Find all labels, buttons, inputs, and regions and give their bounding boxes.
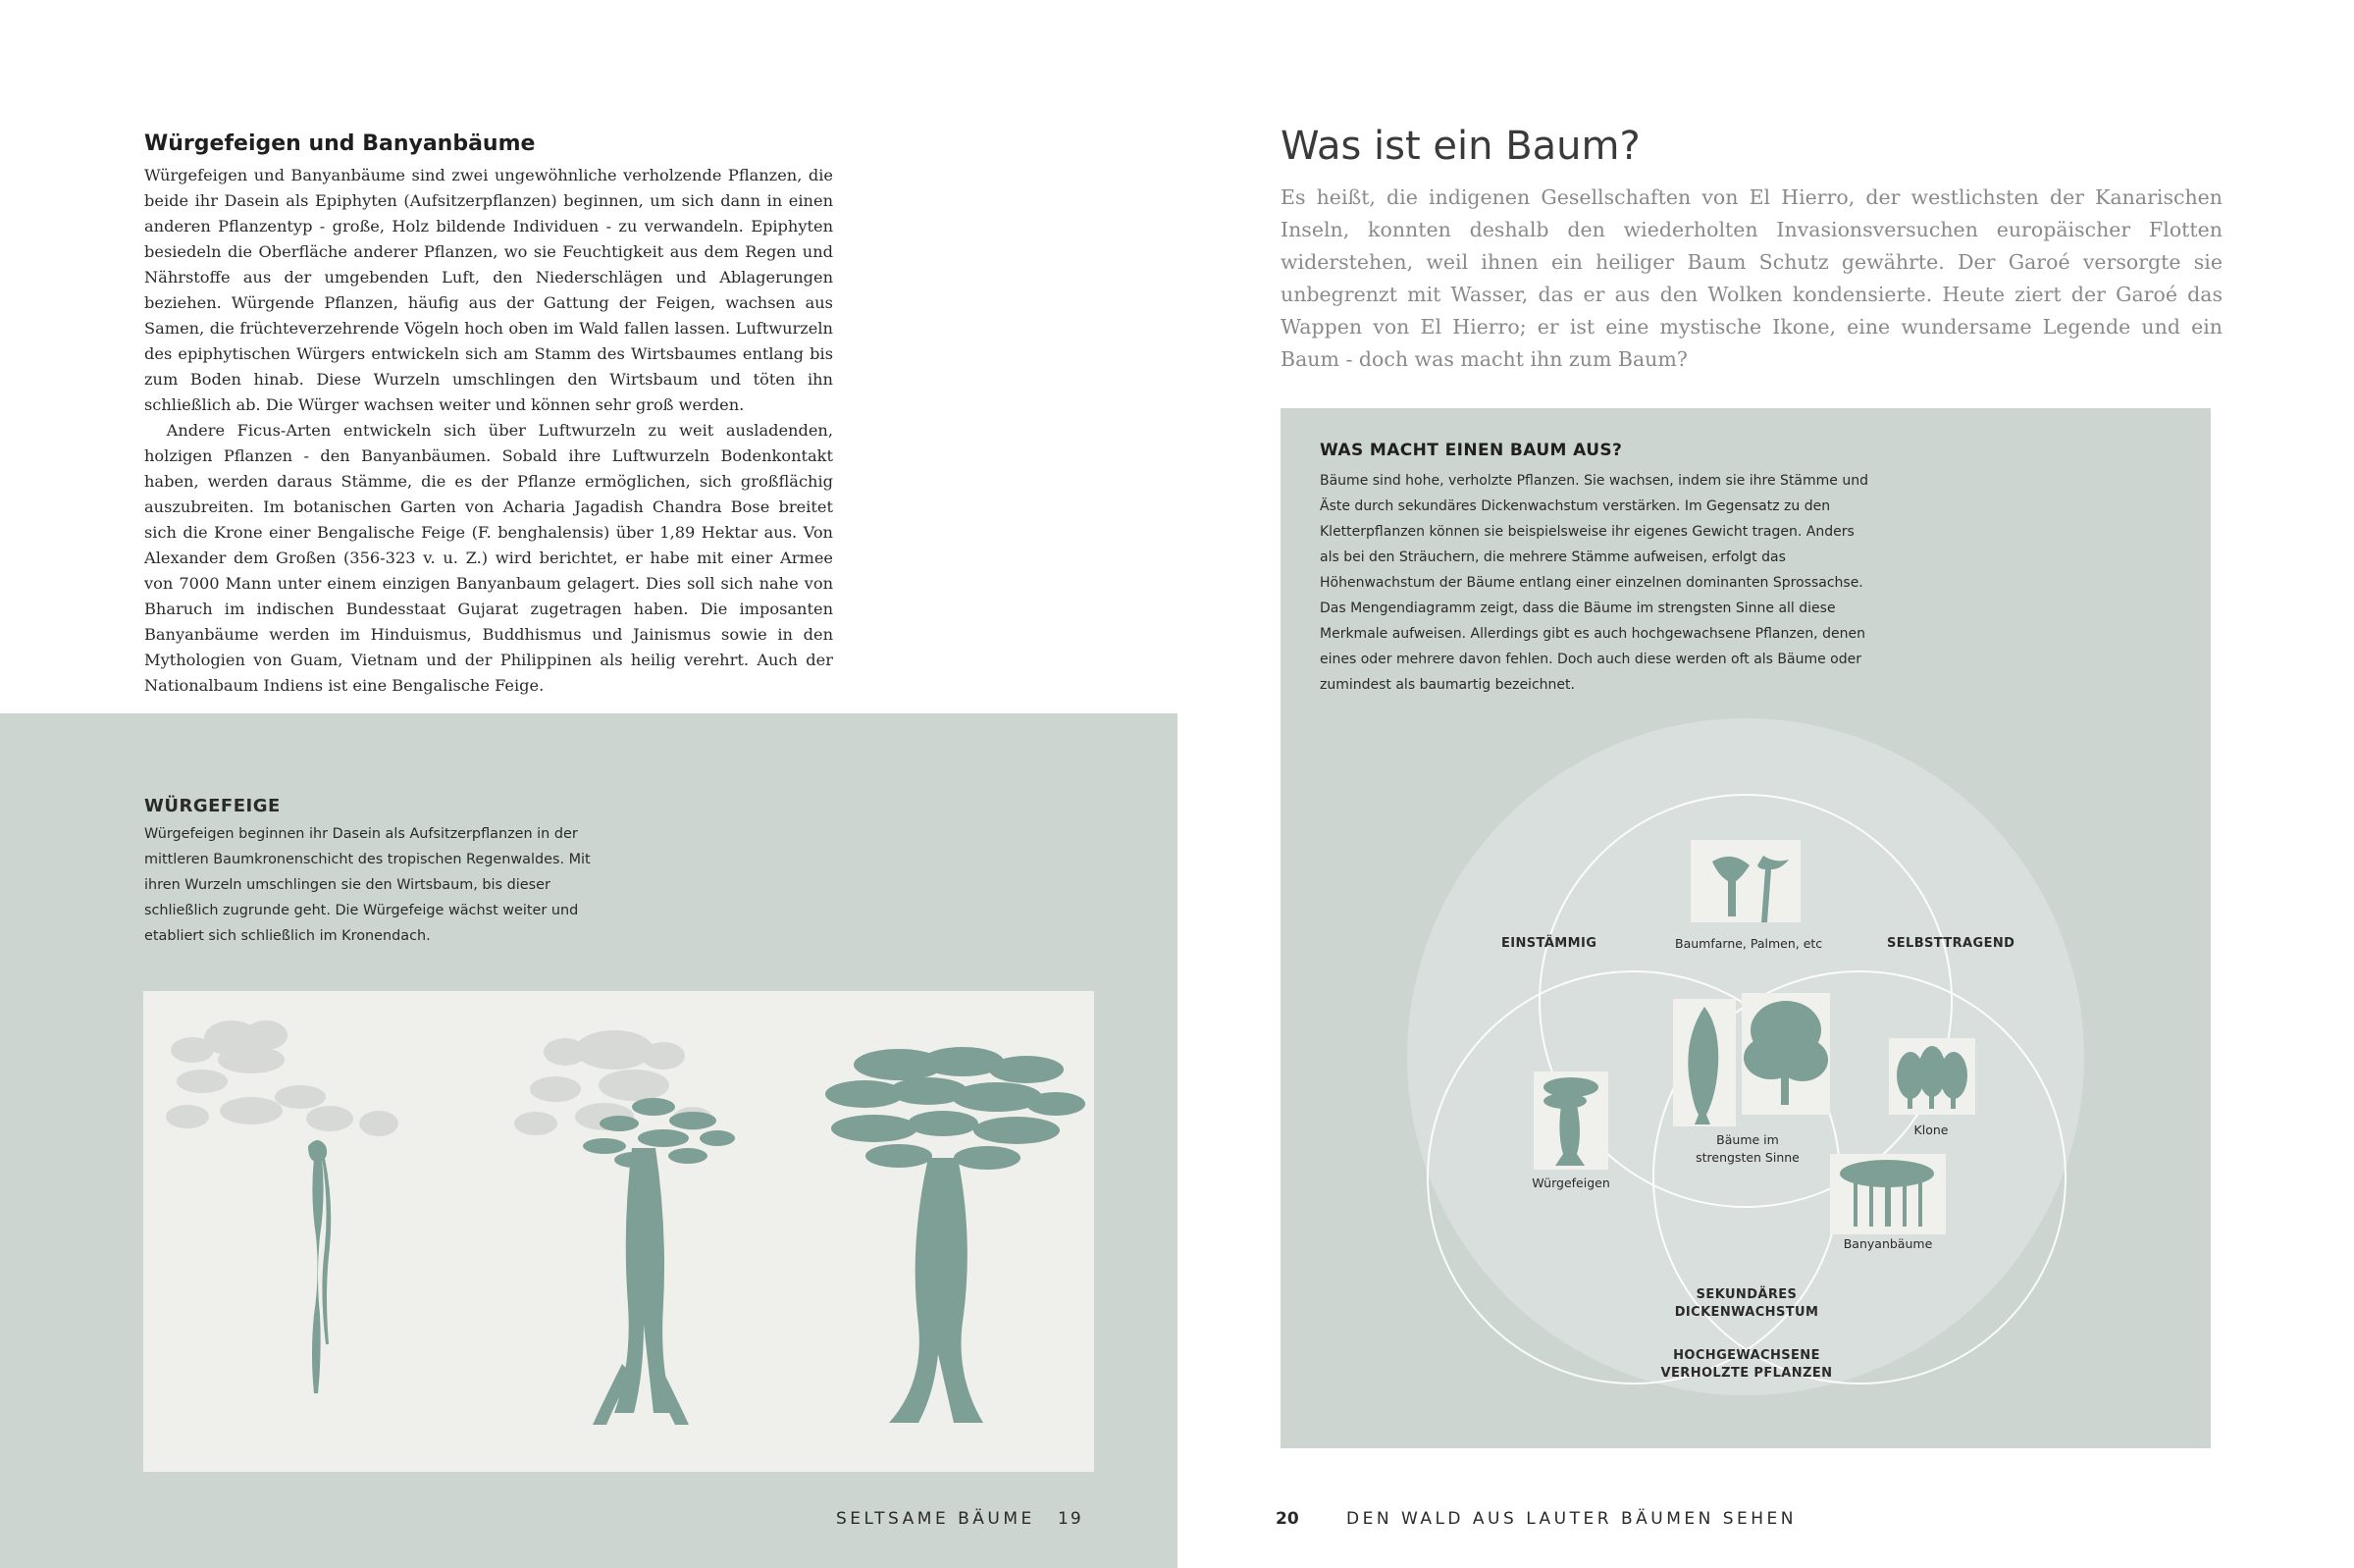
klone-icon bbox=[1889, 1038, 1975, 1115]
box-title: WAS MACHT EINEN BAUM AUS? bbox=[1320, 441, 1623, 460]
outer-label-1: HOCHGEWACHSENE bbox=[1673, 1348, 1820, 1363]
wuergefeigen-icon bbox=[1534, 1071, 1608, 1170]
set-label-selbsttragend: SELBSTTRAGEND bbox=[1887, 936, 2015, 951]
venn-diagram-graphic bbox=[1281, 687, 2211, 1413]
running-footer: SELTSAME BÄUME bbox=[836, 1509, 1035, 1529]
stage-1-seedling bbox=[308, 1140, 331, 1393]
set-label-dicken-2: DICKENWACHSTUM bbox=[1674, 1305, 1819, 1320]
label-klone: Klone bbox=[1913, 1123, 1949, 1137]
body-text bbox=[144, 163, 833, 699]
banyan-icon bbox=[1830, 1154, 1946, 1234]
section-title: Würgefeigen und Banyanbäume bbox=[144, 131, 536, 156]
set-label-einstaemmig: EINSTÄMMIG bbox=[1501, 936, 1597, 951]
venn-diagram bbox=[1281, 687, 2211, 1413]
outer-label-2: VERHOLZTE PFLANZEN bbox=[1660, 1366, 1833, 1381]
stage-2-strangling bbox=[583, 1098, 735, 1425]
page-number: 20 bbox=[1276, 1509, 1299, 1529]
strict-trees-icon bbox=[1673, 993, 1830, 1126]
page-title: Was ist ein Baum? bbox=[1281, 124, 1641, 169]
intro-text: Es heißt, die indigenen Gesellschaften von El Hierro, der westlichsten der Kanarischen Inseln, konnten deshalb den wiederholten Invasionsversuchen europäischer Flotten widerstehen, weil ihnen ein heiliger Baum Schutz gewährte. Der Garoé versorgte sie unbegrenzt mit Wasser, das er aus den Wolken kondensierte. Heute ziert der Garoé das Wappen von El Hierro; er ist eine mystische Ikone, eine wundersame Legende und ein Baum - doch was macht ihn zum Baum? bbox=[1281, 185, 2223, 371]
box-title: WÜRGEFEIGE bbox=[144, 796, 281, 816]
stage-3-mature-fig bbox=[825, 1047, 1085, 1423]
label-wuergefeigen: Würgefeigen bbox=[1532, 1176, 1610, 1190]
box-text: Würgefeigen beginnen ihr Dasein als Aufsitzerpflanzen in der mittleren Baumkronenschicht des tropischen Regenwaldes. Mit ihren Wurzeln umschlingen sie den Wirtsbaum, bis dieser schließlich zugrunde geht. Die Würgefeige wächst weiter und etabliert sich schließlich im Kronendach. bbox=[144, 826, 591, 944]
label-strict-2: strengsten Sinne bbox=[1696, 1150, 1800, 1165]
page-number: 19 bbox=[1058, 1509, 1083, 1529]
label-banyan: Banyanbäume bbox=[1843, 1236, 1933, 1251]
strangler-fig-illustration bbox=[143, 991, 1094, 1472]
label-strict-1: Bäume im bbox=[1716, 1132, 1779, 1147]
set-label-dicken-1: SEKUNDÄRES bbox=[1696, 1287, 1798, 1302]
running-footer: DEN WALD AUS LAUTER BÄUMEN SEHEN bbox=[1346, 1509, 1798, 1529]
strangler-fig-stages-image bbox=[143, 991, 1094, 1472]
label-baumfarne: Baumfarne, Palmen, etc bbox=[1675, 936, 1823, 951]
paragraph-2: Andere Ficus-Arten entwickeln sich über Luftwurzeln zu weit ausladenden, holzigen Pflanzen - den Banyanbäumen. Sobald ihre Luftwurzeln Bodenkontakt haben, werden daraus Stämme, die es der Pflanze ermöglichen, sich großflächig auszubreiten. Im botanischen Garten von Acharia Jagadish Chandra Bose breitet sich die Krone einer Bengalische Feige (F. benghalensis) über 1,89 Hektar aus. Von Alexander dem Großen (356-323 v. u. Z.) wird berichtet, er habe mit einer Armee von 7000 Mann unter einem einzigen Banyanbaum gelagert. Dies soll sich nahe von Bharuch im indischen Bundesstaat Gujarat zugetragen haben. Die imposanten Banyanbäume werden im Hinduismus, Buddhismus und Jainismus sowie in den Mythologien von Guam, Vietnam und der Philippinen als heilig verehrt. Auch der Nationalbaum Indiens ist eine Bengalische Feige. bbox=[144, 421, 833, 695]
box-text: Bäume sind hohe, verholzte Pflanzen. Sie wachsen, indem sie ihre Stämme und Äste durch sekundäres Dickenwachstum verstärken. Im Gegensatz zu den Kletterpflanzen können sie beispielsweise ihr eigenes Gewicht tragen. Anders als bei den Sträuchern, die mehrere Stämme aufweisen, erfolgt das Höhenwachstum der Bäume entlang einer einzelnen dominanten Sprossachse. Das Mengendiagramm zeigt, dass die Bäume im strengsten Sinne all diese Merkmale aufweisen. Allerdings gibt es auch hochgewachsene Pflanzen, denen eines oder mehrere davon fehlen. Doch auch diese werden oft als Bäume oder zumindest als baumartig bezeichnet. bbox=[1320, 473, 1868, 693]
paragraph-1: Würgefeigen und Banyanbäume sind zwei ungewöhnliche verholzende Pflanzen, die beide ihr Dasein als Epiphyten (Aufsitzerpflanzen) beginnen, um sich dann in einen anderen Pflanzentyp - große, Holz bildende Individuen - zu verwandeln. Epiphyten besiedeln die Oberfläche anderer Pflanzen, wo sie Feuchtigkeit aus dem Regen und Nährstoffe aus der umgebenden Luft, den Niederschlägen und Ablagerungen beziehen. Würgende Pflanzen, häufig aus der Gattung der Feigen, wachsen aus Samen, die früchteverzehrende Vögeln hoch oben im Wald fallen lassen. Luftwurzeln des epiphytischen Würgers entwickeln sich am Stamm des Wirtsbaumes entlang bis zum Boden hinab. Diese Wurzeln umschlingen den Wirtsbaum und töten ihn schließlich ab. Die Würger wachsen weiter und können sehr groß werden. bbox=[144, 166, 833, 414]
baumfarne-icon bbox=[1691, 840, 1801, 922]
